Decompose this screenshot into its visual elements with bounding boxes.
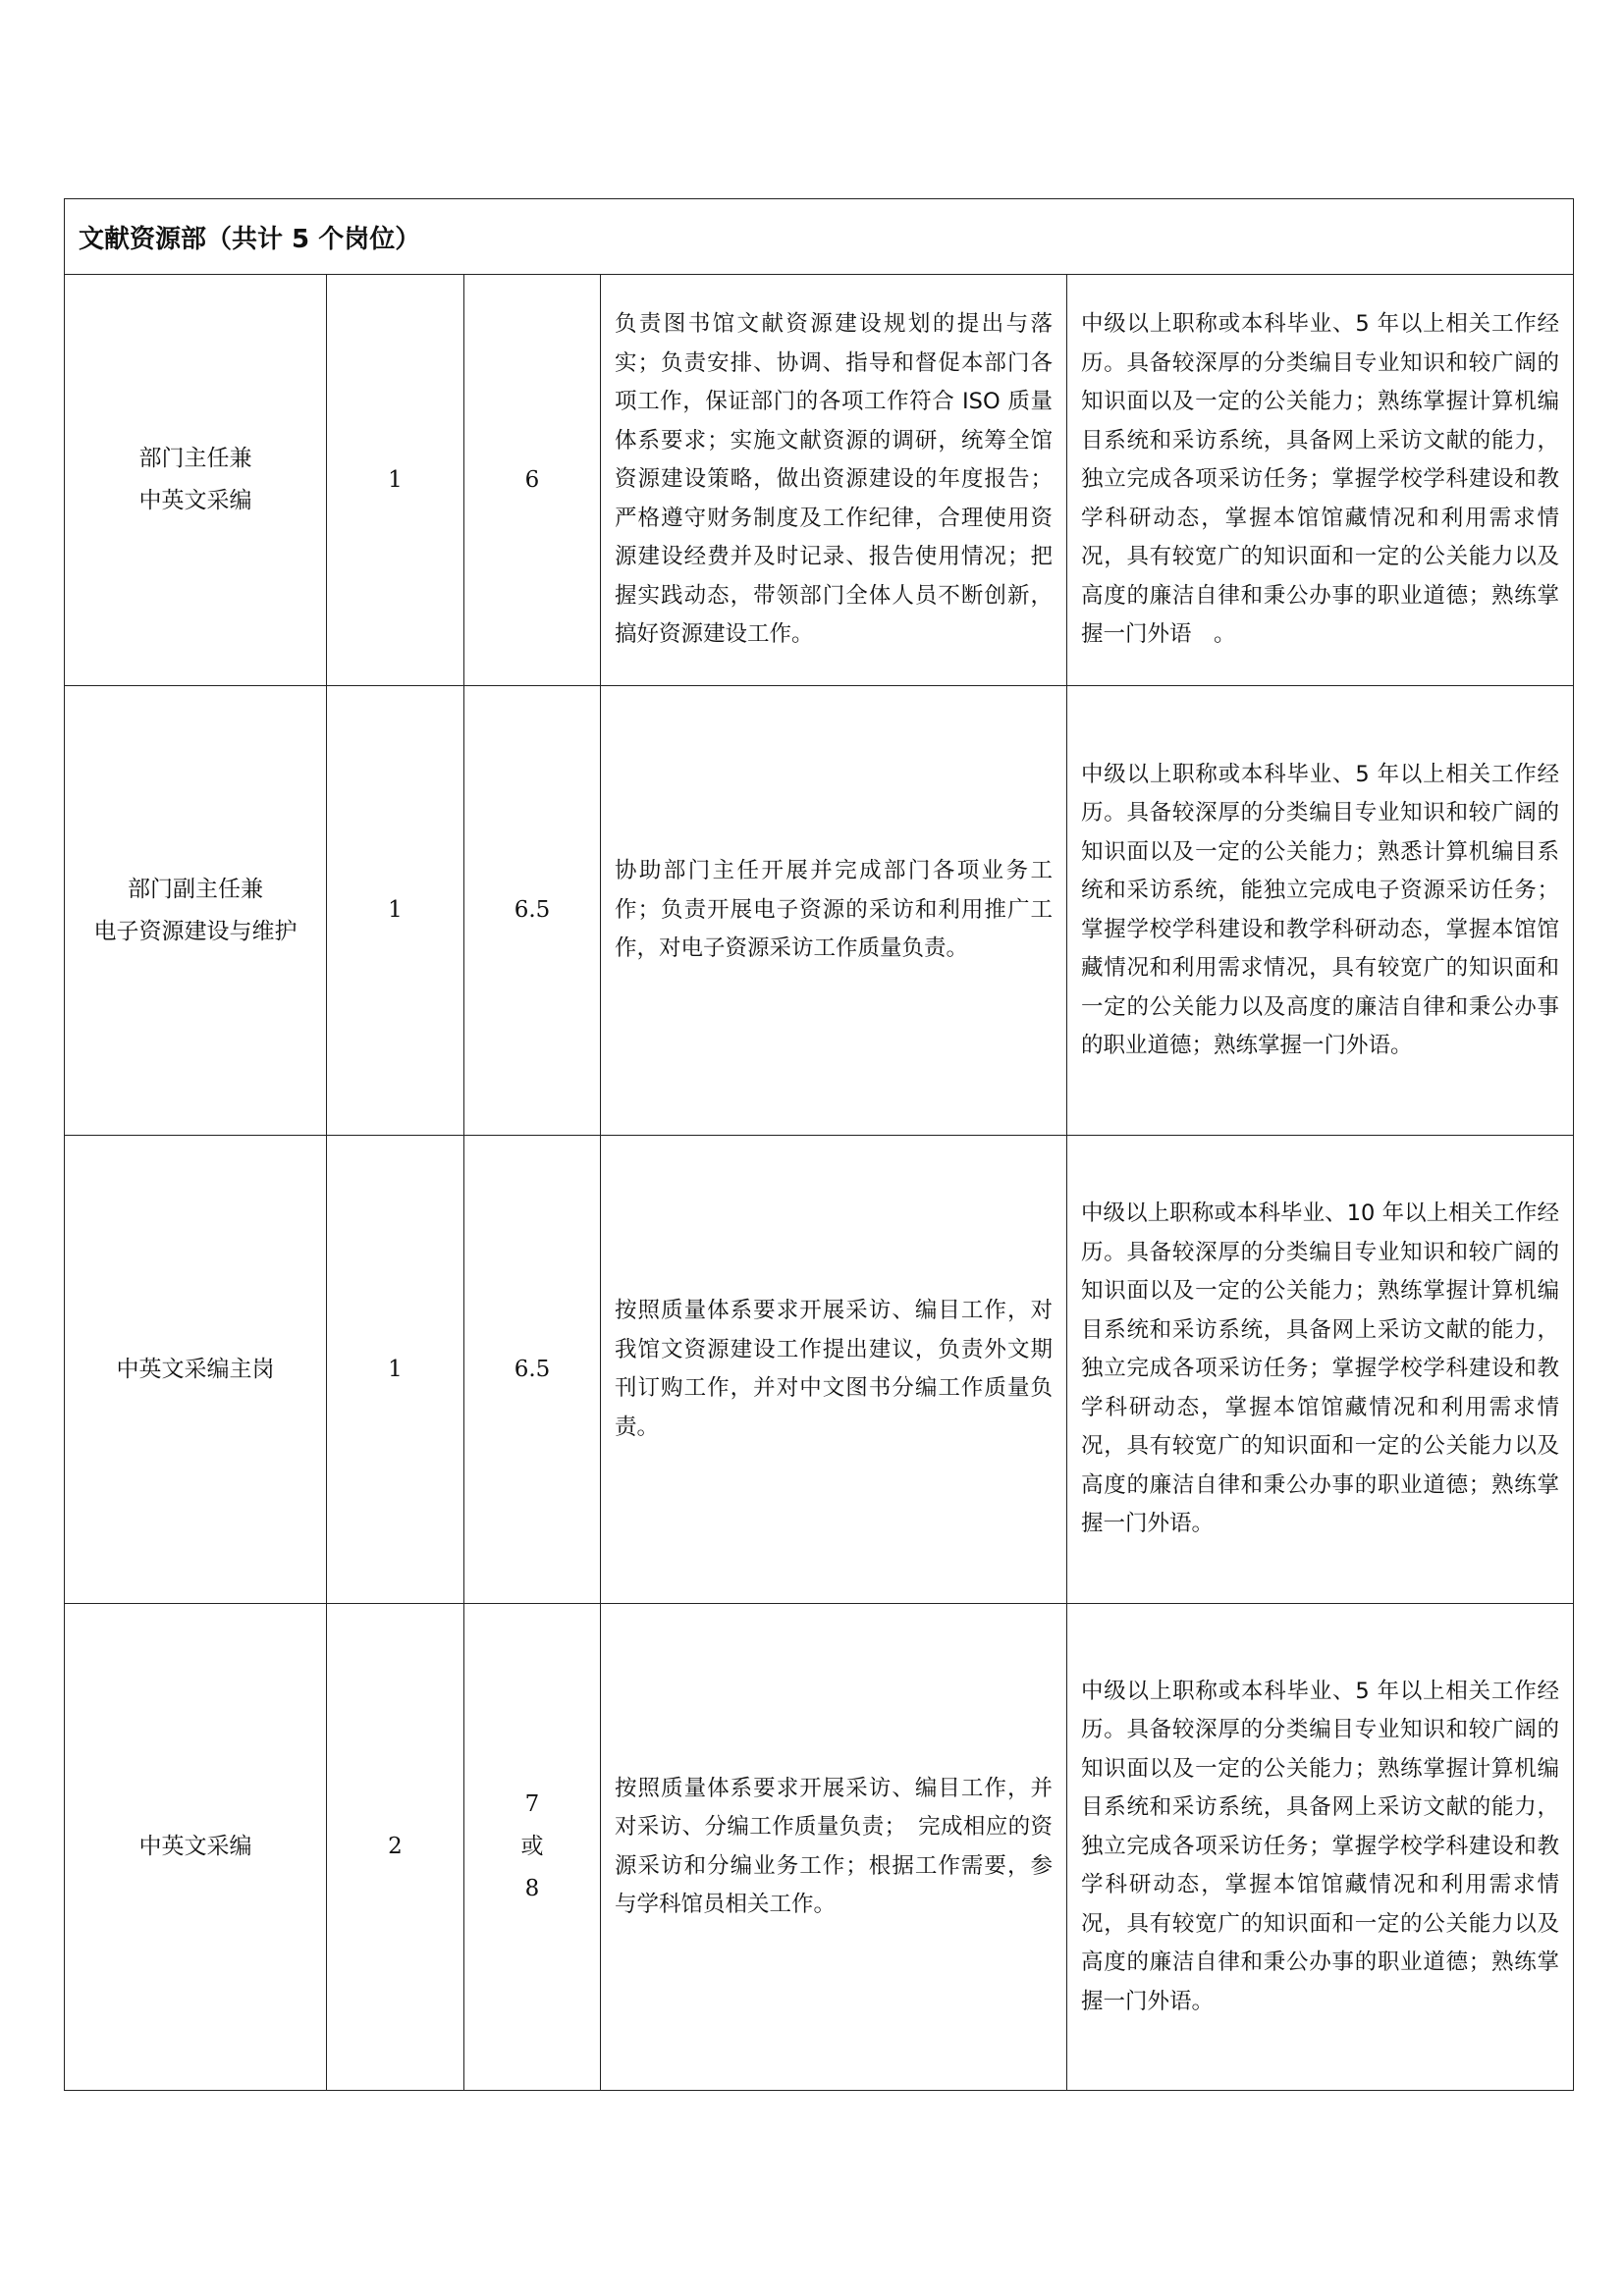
position-level-line: 7 [524,1791,540,1817]
position-level-line: 6 [524,466,540,493]
position-count: 2 [327,1604,464,2091]
position-duties: 负责图书馆文献资源建设规划的提出与落实；负责安排、协调、指导和督促本部门各项工作，保证部门的各项工作符合 ISO 质量体系要求；实施文献资源的调研，统筹全馆资源建设策略，做出资源建设的年度报告；严格遵守财务制度及工作纪律，合理使用资源建设经费并及时记录、报告使用情况；把握实践动态，带领部门全体人员不断创新，搞好资源建设工作。 [601,275,1067,686]
table-row [65,1604,1574,2091]
position-duties: 按照质量体系要求开展采访、编目工作，并对采访、分编工作质量负责； 完成相应的资源采访和分编业务工作；根据工作需要，参与学科馆员相关工作。 [601,1604,1067,2091]
positions-table [64,198,1574,2091]
position-level-line: 6.5 [514,897,551,923]
position-title-line: 中英文采编 [138,488,252,513]
section-header-row [65,199,1574,275]
position-title [65,1604,327,2091]
position-title [65,686,327,1136]
position-title [65,275,327,686]
table-row [65,275,1574,686]
position-requirements: 中级以上职称或本科毕业、5 年以上相关工作经历。具备较深厚的分类编目专业知识和较广阔的知识面以及一定的公关能力；熟练掌握计算机编目系统和采访系统，具备网上采访文献的能力，独立完成各项采访任务；掌握学校学科建设和教学科研动态，掌握本馆馆藏情况和利用需求情况，具有较宽广的知识面和一定的公关能力以及高度的廉洁自律和秉公办事的职业道德；熟练掌握一门外语。 [1067,1604,1574,2091]
position-requirements: 中级以上职称或本科毕业、10 年以上相关工作经历。具备较深厚的分类编目专业知识和较广阔的知识面以及一定的公关能力；熟练掌握计算机编目系统和采访系统，具备网上采访文献的能力，独立完成各项采访任务；掌握学校学科建设和教学科研动态，掌握本馆馆藏情况和利用需求情况，具有较宽广的知识面和一定的公关能力以及高度的廉洁自律和秉公办事的职业道德；熟练掌握一门外语。 [1067,1136,1574,1604]
table-row [65,686,1574,1136]
position-requirements: 中级以上职称或本科毕业、5 年以上相关工作经历。具备较深厚的分类编目专业知识和较广阔的知识面以及一定的公关能力；熟悉计算机编目系统和采访系统，能独立完成电子资源采访任务；掌握学校学科建设和教学科研动态，掌握本馆馆藏情况和利用需求情况，具有较宽广的知识面和一定的公关能力以及高度的廉洁自律和秉公办事的职业道德；熟练掌握一门外语。 [1067,686,1574,1136]
position-title-line: 电子资源建设与维护 [93,918,298,944]
position-requirements: 中级以上职称或本科毕业、5 年以上相关工作经历。具备较深厚的分类编目专业知识和较广阔的知识面以及一定的公关能力；熟练掌握计算机编目系统和采访系统，具备网上采访文献的能力，独立完成各项采访任务；掌握学校学科建设和教学科研动态，掌握本馆馆藏情况和利用需求情况，具有较宽广的知识面和一定的公关能力以及高度的廉洁自律和秉公办事的职业道德；熟练掌握一门外语 。 [1067,275,1574,686]
position-duties: 按照质量体系要求开展采访、编目工作，对我馆文资源建设工作提出建议，负责外文期刊订购工作，并对中文图书分编工作质量负责。 [601,1136,1067,1604]
position-level-line: 6.5 [514,1356,551,1382]
position-duties: 协助部门主任开展并完成部门各项业务工作；负责开展电子资源的采访和利用推广工作，对电子资源采访工作质量负责。 [601,686,1067,1136]
position-title [65,1136,327,1604]
position-level-line: 或 [520,1834,544,1859]
position-level [464,686,601,1136]
position-title-line: 中英文采编主岗 [116,1356,275,1382]
position-level [464,1604,601,2091]
position-count: 1 [327,1136,464,1604]
position-title-line: 部门主任兼 [138,446,252,471]
position-count: 1 [327,275,464,686]
position-title-line: 中英文采编 [138,1834,252,1859]
position-level [464,1136,601,1604]
table-row [65,1136,1574,1604]
section-title: 文献资源部（共计 5 个岗位） [65,199,1574,275]
position-level [464,275,601,686]
position-level-line: 8 [524,1876,540,1901]
position-title-line: 部门副主任兼 [128,876,263,902]
position-count: 1 [327,686,464,1136]
